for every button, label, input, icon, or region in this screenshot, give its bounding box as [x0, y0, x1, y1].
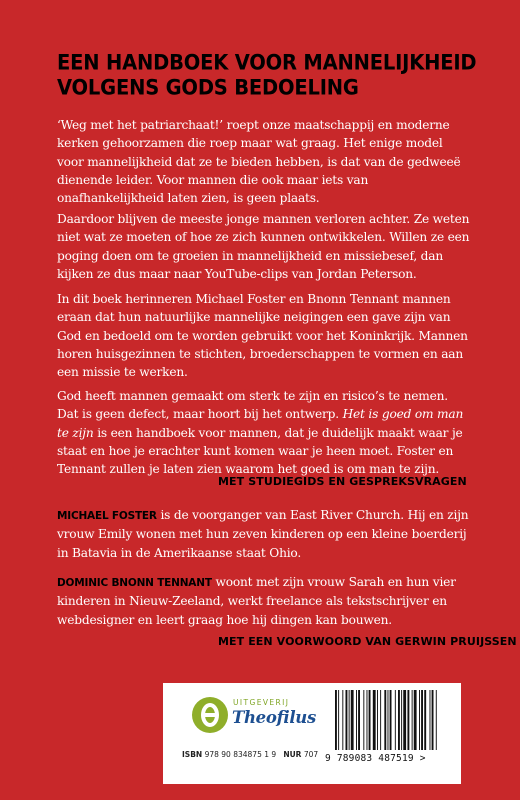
- publisher-logo-icon: [192, 697, 228, 733]
- publisher-name: Theofilus: [232, 708, 316, 727]
- isbn-value: 978 90 834875 1 9: [204, 750, 277, 759]
- author-bio-1-text: is de voorganger van East River Church. Hij en zijn vrouw Emily wonen met hun zeven kinderen op een kleine boerderij in Batavia in de Amerikaanse staat Ohio.: [57, 508, 469, 560]
- publisher-label: UITGEVERIJ: [233, 698, 290, 707]
- author-name-1: MICHAEL FOSTER: [57, 510, 157, 522]
- barcode-digits: 9 789083 487519 >: [325, 753, 426, 764]
- headline-line-1: EEN HANDBOEK VOOR MANNELIJKHEID: [57, 50, 477, 75]
- author-name-2: DOMINIC BNONN TENNANT: [57, 577, 212, 589]
- book-title-italic: Het is goed om man te zijn: [57, 407, 464, 440]
- headline: [57, 50, 477, 100]
- author-bio-1: [57, 506, 472, 562]
- blurb-paragraph-1: ‘Weg met het patriarchaat!’ roept onze maatschappij en moderne kerken gehoorzamen die roep maar wat graag. Het enige model voor mannelijkheid dat ze te bieden hebben, is dat van de gedweeë dienende leider. Voor mannen die ook maar iets van onafhankelijkheid laten zien, is geen plaats.: [57, 118, 461, 206]
- nur-value: 707: [303, 750, 319, 759]
- blurb-p4-end: is een handboek voor mannen, dat je duidelijk maakt waar je staat en hoe je erachter kunt komen waar je heen moet. Foster en Tennant zullen je laten zien waarom het goed is om man te zijn.: [57, 425, 463, 477]
- isbn-row: [182, 750, 318, 759]
- author-bio-2-text: woont met zijn vrouw Sarah en hun vier kinderen in Nieuw-Zeeland, werkt freelance als tekstschrijver en webdesigner en leert graag hoe hij dingen kan bouwen.: [57, 575, 456, 627]
- study-guide-note: MET STUDIEGIDS EN GESPREKSVRAGEN: [218, 475, 467, 488]
- barcode-icon: [335, 690, 455, 750]
- blurb-paragraph-2: Daardoor blijven de meeste jonge mannen verloren achter. Ze weten niet wat ze moeten of hoe ze zich kunnen ontwikkelen. Willen ze een poging doen om te groeien in mannelijkheid en missiebesef, dan kijken ze dus maar naar YouTube-clips van Jordan Peterson.: [57, 212, 470, 281]
- nur-label: NUR: [283, 750, 302, 759]
- headline-line-2: VOLGENS GODS BEDOELING: [57, 74, 359, 100]
- foreword-note: MET EEN VOORWOORD VAN GERWIN PRUIJSSEN: [218, 635, 517, 648]
- blurb-paragraph-4: [57, 387, 472, 478]
- blurb-paragraph-3: In dit boek herinneren Michael Foster en Bnonn Tennant mannen eraan dat hun natuurlijke mannelijke neigingen een gave zijn van God en bedoeld om te worden gebruikt voor het Koninkrijk. Mannen horen huisgezinnen te stichten, broederschappen te vormen en aan een missie te werken.: [57, 292, 468, 380]
- blurb-p4-start: God heeft mannen gemaakt om sterk te zijn en risico’s te nemen. Dat is geen defect, maar hoort bij het ontwerp.: [57, 389, 448, 422]
- isbn-label: ISBN: [182, 750, 203, 759]
- author-bio-2: [57, 573, 472, 629]
